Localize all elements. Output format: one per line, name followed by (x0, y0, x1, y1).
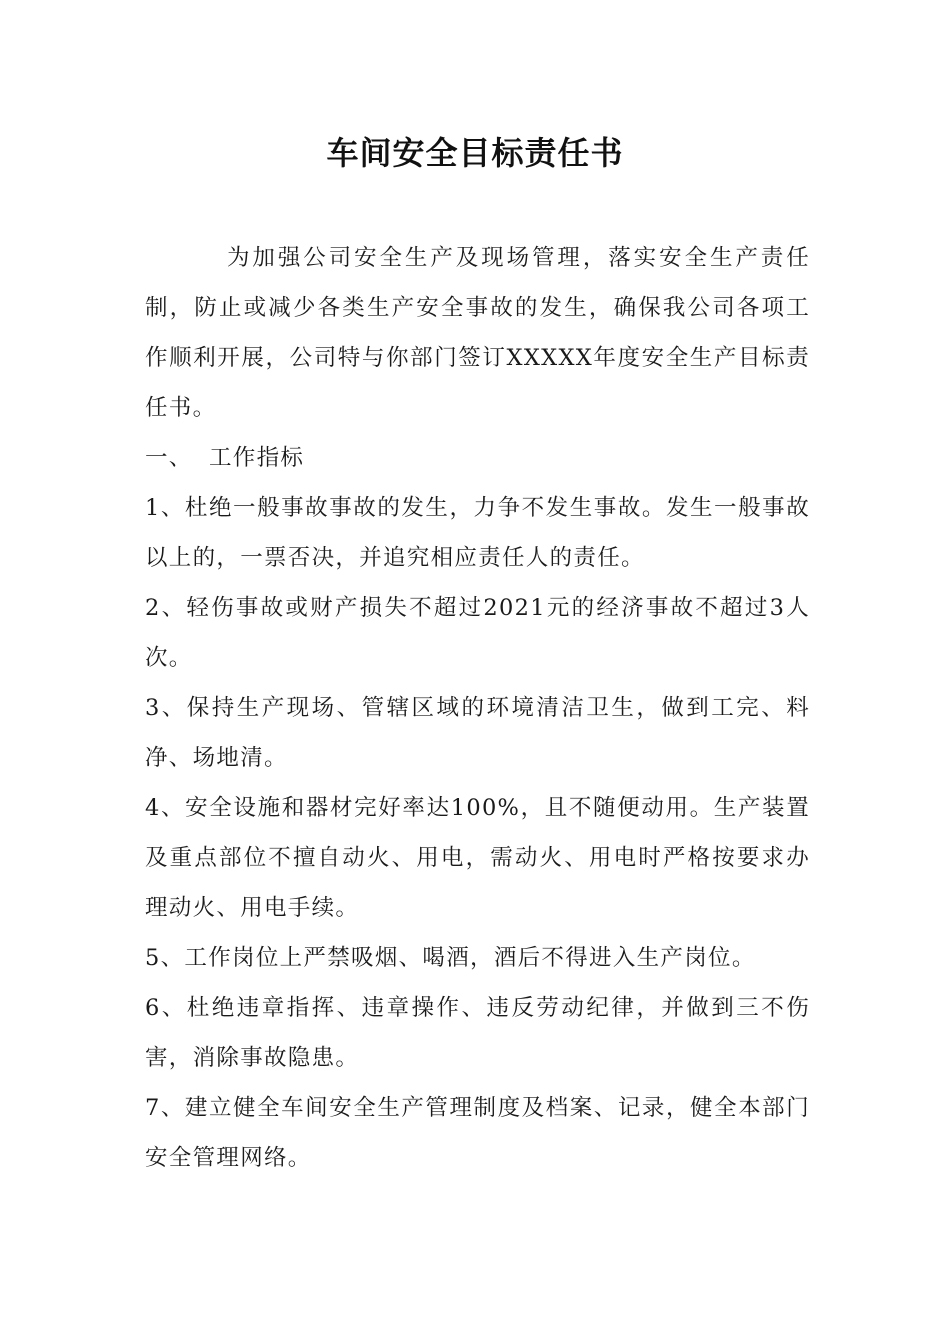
list-item: 4、安全设施和器材完好率达100%，且不随便动用。生产装置及重点部位不擅自动火、用电，需动火、用电时严格按要求办理动火、用电手续。 (145, 795, 810, 921)
list-item: 3、保持生产现场、管辖区域的环境清洁卫生，做到工完、料净、场地清。 (145, 695, 810, 771)
list-item: 1、杜绝一般事故事故的发生，力争不发生事故。发生一般事故以上的，一票否决，并追究相应责任人的责任。 (145, 495, 810, 571)
list-item: 2、轻伤事故或财产损失不超过2021元的经济事故不超过3人次。 (145, 595, 810, 671)
document-title: 车间安全目标责任书 (326, 134, 624, 172)
document-body (145, 233, 810, 1183)
list-item: 7、建立健全车间安全生产管理制度及档案、记录，健全本部门安全管理网络。 (145, 1095, 810, 1171)
section-heading (145, 433, 810, 483)
list-item: 5、工作岗位上严禁吸烟、喝酒，酒后不得进入生产岗位。 (145, 945, 756, 971)
section-heading-text: 工作指标 (209, 445, 305, 471)
intro-paragraph: 为加强公司安全生产及现场管理，落实安全生产责任制，防止或减少各类生产安全事故的发生，确保我公司各项工作顺利开展，公司特与你部门签订XXXXX年度安全生产目标责任书。 (145, 245, 810, 421)
section-number: 一、 (145, 445, 193, 471)
list-item: 6、杜绝违章指挥、违章操作、违反劳动纪律，并做到三不伤害，消除事故隐患。 (145, 995, 810, 1071)
